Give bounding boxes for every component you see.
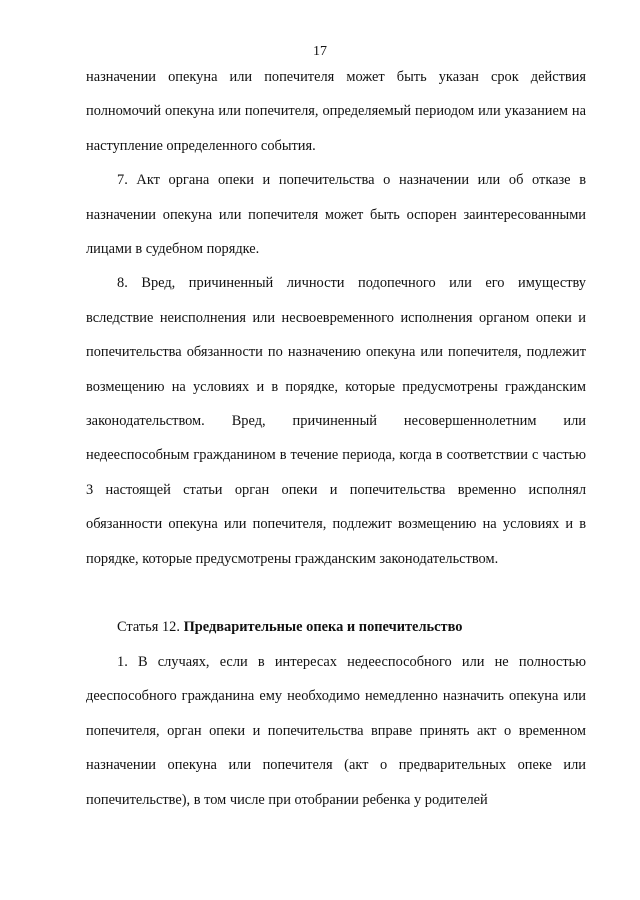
paragraph-8: 8. Вред, причиненный личности подопечного или его имуществу вследствие неисполнения или несвоевременного исполнения органом опеки и попечительства обязанности по назначению опекуна или попечителя, подлежит возмещению на условиях и в порядке, которые предусмотрены гражданским законодательством. Вред, причиненный несовершеннолетним или недееспособным гражданином в течение периода, когда в соответствии с частью 3 настоящей статьи орган опеки и попечительства временно исполнял обязанности опекуна или попечителя, подлежит возмещению на условиях и в порядке, которые предусмотрены гражданским законодательством. [86,275,586,567]
page-number: 17 [313,44,327,59]
document-body [86,60,586,817]
paragraph-7: 7. Акт органа опеки и попечительства о назначении или об отказе в назначении опекуна или попечителя может быть оспорен заинтересованными лицами в судебном порядке. [86,172,586,258]
paragraph-continuation: назначении опекуна или попечителя может быть указан срок действия полномочий опекуна или попечителя, определяемый периодом или указанием на наступление определенного события. [86,69,586,154]
article-12-paragraph-1: 1. В случаях, если в интересах недееспособного или не полностью дееспособного гражданина ему необходимо немедленно назначить опекуна или попечителя, орган опеки и попечительства вправе принять акт о временном назначении опекуна или попечителя (акт о предварительных опеке или попечительстве), в том числе при отобрании ребенка у родителей [86,653,586,808]
article-heading [86,610,586,644]
article-label: Статья 12. [117,619,180,636]
article-title: Предварительные опека и попечительство [183,619,463,636]
